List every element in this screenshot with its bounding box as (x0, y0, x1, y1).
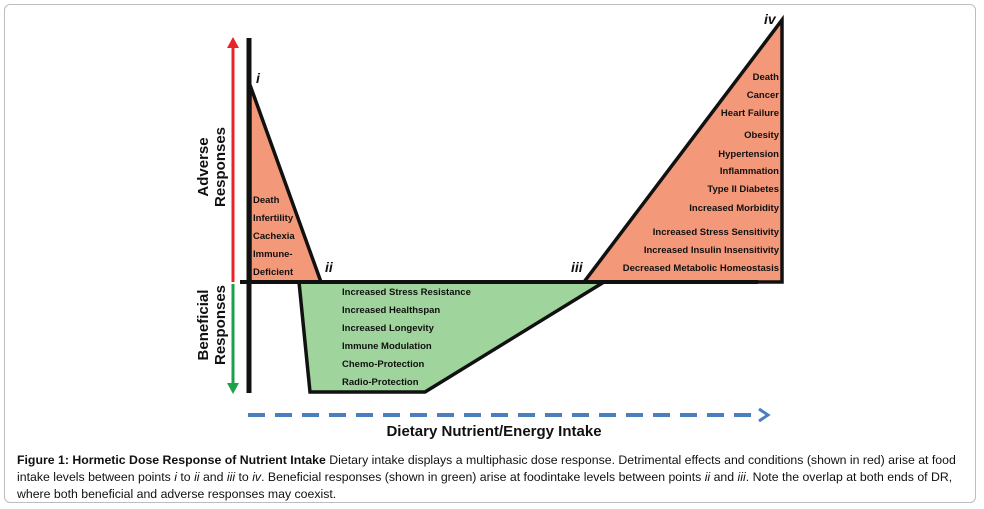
beneficial-title-line1: Beneficial (195, 289, 212, 361)
beneficial-region (299, 282, 604, 392)
caption-text: Dietary intake displays a multiphasic dose response. Detrimental effects and conditions (shown in red) arise at food intake levels between points (17, 453, 956, 484)
beneficial-label: Immune Modulation (342, 341, 432, 352)
x-axis-arrowhead (759, 409, 768, 421)
point-iii-label: iii (571, 259, 583, 275)
right-adverse-label: Inflammation (719, 166, 779, 177)
x-axis-label: Dietary Nutrient/Energy Intake (386, 423, 602, 440)
caption-italic: ii (194, 470, 200, 484)
beneficial-arrowhead (227, 383, 239, 394)
caption-text: and (710, 470, 738, 484)
point-i-label: i (256, 70, 260, 86)
point-ii-label: ii (325, 259, 333, 275)
right-adverse-label: Heart Failure (720, 108, 779, 119)
right-adverse-label: Decreased Metabolic Homeostasis (622, 263, 779, 274)
right-adverse-label: Death (752, 72, 779, 83)
left-adverse-label: Infertility (253, 213, 294, 224)
left-adverse-label: Immune- (253, 249, 293, 260)
caption-text: . Beneficial responses (shown in green) arise at foodintake levels between points (261, 470, 705, 484)
beneficial-label: Increased Longevity (342, 323, 434, 334)
right-adverse-label: Increased Insulin Insensitivity (643, 245, 779, 256)
caption-text: and (199, 470, 227, 484)
adverse-title-line2: Responses (212, 126, 229, 208)
caption-text: . Note the overlap at both ends of DR, where both beneficial and adverse responses may coexist. (17, 470, 953, 501)
right-adverse-label: Type II Diabetes (707, 184, 779, 195)
caption-italic: i (174, 470, 177, 484)
beneficial-title-line2: Responses (212, 284, 229, 366)
right-adverse-label: Cancer (746, 90, 779, 101)
caption-text: to (176, 470, 195, 484)
point-iv-label: iv (764, 11, 776, 27)
left-adverse-label: Death (253, 195, 280, 206)
figure-caption (17, 452, 967, 503)
caption-italic: iii (226, 470, 236, 484)
left-adverse-label: Cachexia (253, 231, 295, 242)
beneficial-label: Increased Healthspan (342, 305, 441, 316)
caption-italic: iv (252, 470, 262, 484)
beneficial-label: Chemo-Protection (342, 359, 425, 370)
beneficial-label: Increased Stress Resistance (342, 287, 471, 298)
caption-italic: iii (737, 470, 746, 484)
right-adverse-label: Obesity (744, 130, 779, 141)
caption-text: to (235, 470, 253, 484)
adverse-arrowhead (227, 37, 239, 48)
adverse-title-line1: Adverse (195, 137, 212, 197)
right-adverse-label: Increased Morbidity (689, 203, 779, 214)
caption-title: Figure 1: Hormetic Dose Response of Nutrient Intake (17, 453, 326, 467)
right-adverse-label: Increased Stress Sensitivity (652, 227, 779, 238)
caption-italic: ii (704, 470, 711, 484)
beneficial-label: Radio-Protection (342, 377, 419, 388)
left-adverse-label: Deficient (253, 267, 294, 278)
right-adverse-label: Hypertension (718, 149, 779, 160)
